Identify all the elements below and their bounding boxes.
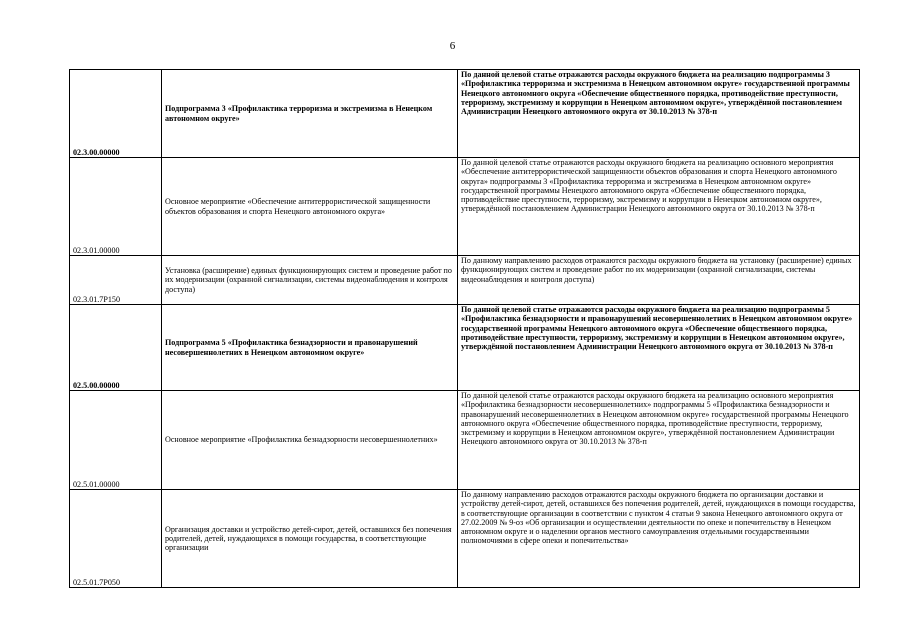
target-article-name: Подпрограмма 3 «Профилактика терроризма и экстремизма в Ненецком автономном округе» xyxy=(162,70,458,158)
table-row xyxy=(70,490,860,588)
target-article-code: 02.5.00.00000 xyxy=(70,305,162,391)
target-article-description: По данной целевой статье отражаются расходы окружного бюджета на реализацию основного мероприятия «Обеспечение антитеррористической защищенности объектов образования и спорта Ненецкого автономного округа» подпрограммы 3 «Профилактика терроризма и экстремизма в Ненецком автономном округе» государственной программы Ненецкого автономного округа «Обеспечение общественного порядка, противодействие преступности, терроризму, экстремизму и коррупции в Ненецком автономном округе», утверждённой постановлением Администрации Ненецкого автономного округа от 30.10.2013 № 378-п xyxy=(458,158,860,256)
target-article-code: 02.3.01.00000 xyxy=(70,158,162,256)
table-row xyxy=(70,70,860,158)
target-article-name: Основное мероприятие «Профилактика безнадзорности несовершеннолетних» xyxy=(162,391,458,490)
target-article-code: 02.5.01.7Р050 xyxy=(70,490,162,588)
target-article-description: По данному направлению расходов отражаются расходы окружного бюджета на установку (расширение) единых функционирующих систем и проведение работ по их модернизации (охранной сигнализации, системы видеонаблюдения и контроля доступа) xyxy=(458,256,860,305)
target-article-name: Организация доставки и устройство детей-сирот, детей, оставшихся без попечения родителей, детей, нуждающихся в помощи государства, в соответствующие организации xyxy=(162,490,458,588)
target-article-description: По данной целевой статье отражаются расходы окружного бюджета на реализацию подпрограммы 3 «Профилактика терроризма и экстремизма в Ненецком автономном округе» государственной программы Ненецкого автономного округа «Обеспечение общественного порядка, противодействие преступности, терроризму, экстремизму и коррупции в Ненецком автономном округе», утверждённой постановлением Администрации Ненецкого автономного округа от 30.10.2013 № 378-п xyxy=(458,70,860,158)
table-row xyxy=(70,256,860,305)
target-article-name: Подпрограмма 5 «Профилактика безнадзорности и правонарушений несовершеннолетних в Ненецком автономном округе» xyxy=(162,305,458,391)
budget-classification-table xyxy=(69,69,860,588)
table-row xyxy=(70,391,860,490)
target-article-code: 02.3.01.7Р150 xyxy=(70,256,162,305)
page-number: 6 xyxy=(449,40,456,52)
target-article-name: Установка (расширение) единых функционирующих систем и проведение работ по их модернизации (охранной сигнализации, системы видеонаблюдения и контроля доступа) xyxy=(162,256,458,305)
target-article-description: По данной целевой статье отражаются расходы окружного бюджета на реализацию основного мероприятия «Профилактика безнадзорности несовершеннолетних» подпрограммы 5 «Профилактика безнадзорности и правонарушений несовершеннолетних в Ненецком автономном округе» государственной программы Ненецкого автономного округа «Обеспечение общественного порядка, противодействие преступности, терроризму, экстремизму и коррупции в Ненецком автономном округе», утверждённой постановлением Администрации Ненецкого автономного округа от 30.10.2013 № 378-п xyxy=(458,391,860,490)
target-article-code: 02.5.01.00000 xyxy=(70,391,162,490)
target-article-code: 02.3.00.00000 xyxy=(70,70,162,158)
target-article-description: По данной целевой статье отражаются расходы окружного бюджета на реализацию подпрограммы 5 «Профилактика безнадзорности и правонарушений несовершеннолетних в Ненецком автономном округе» государственной программы Ненецкого автономного округа «Обеспечение общественного порядка, противодействие преступности, терроризму, экстремизму и коррупции в Ненецком автономном округе», утверждённой постановлением Администрации Ненецкого автономного округа от 30.10.2013 № 378-п xyxy=(458,305,860,391)
target-article-description: По данному направлению расходов отражаются расходы окружного бюджета по организации доставки и устройству детей-сирот, детей, оставшихся без попечения родителей, детей, нуждающихся в помощи государства, в соответствующие организации в соответствии с пунктом 4 статьи 9 закона Ненецкого автономного округа от 27.02.2009 № 9-оз «Об организации и осуществлении деятельности по опеке и попечительству в Ненецком автономном округе и о наделении органов местного самоуправления отдельными государственными полномочиями в сфере опеки и попечительства» xyxy=(458,490,860,588)
table-row xyxy=(70,305,860,391)
target-article-name: Основное мероприятие «Обеспечение антитеррористической защищенности объектов образования и спорта Ненецкого автономного округа» xyxy=(162,158,458,256)
table-row xyxy=(70,158,860,256)
